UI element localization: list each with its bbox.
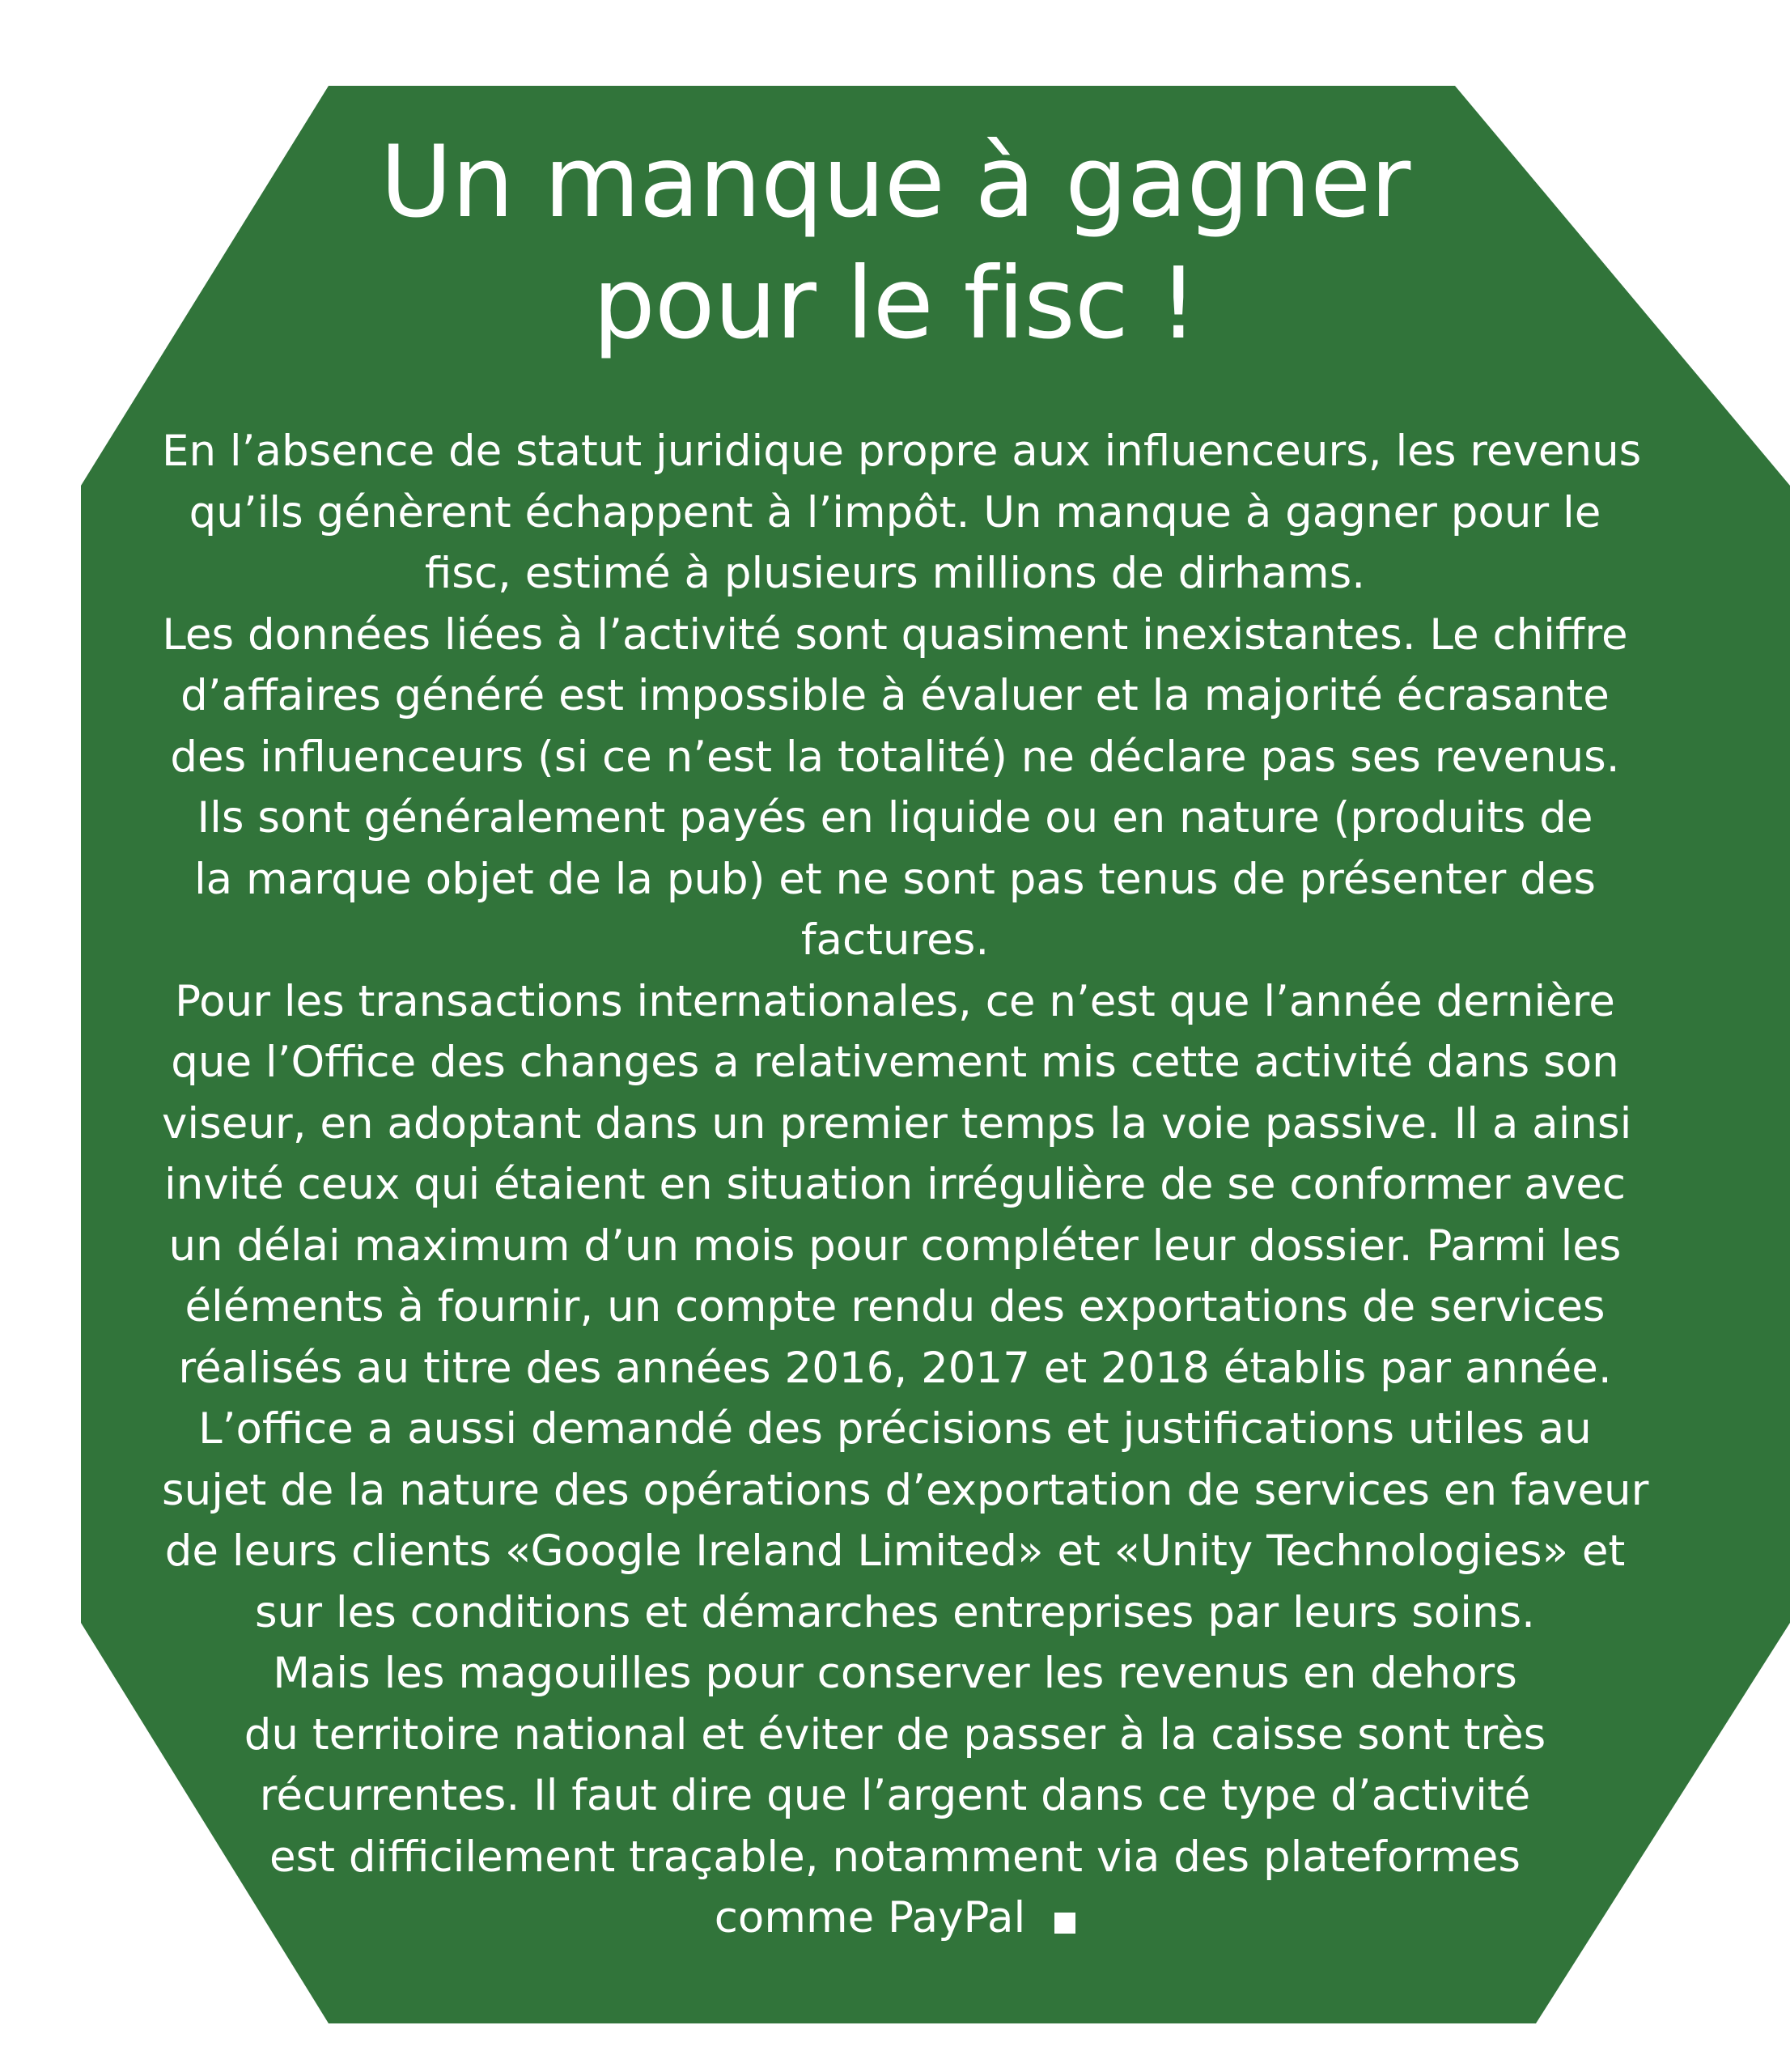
body-line: sur les conditions et démarches entreprises par leurs soins.: [255, 1587, 1535, 1637]
end-of-article-square-icon: [1054, 1913, 1075, 1934]
title-line: pour le fisc !: [592, 246, 1198, 361]
body-line: Les données liées à l’activité sont quasiment inexistantes. Le chiffre: [162, 609, 1628, 660]
article-box: [162, 121, 1649, 1949]
body-line: qu’ils génèrent échappent à l’impôt. Un manque à gagner pour le: [189, 487, 1601, 537]
body-line: un délai maximum d’un mois pour compléter leur dossier. Parmi les: [168, 1221, 1622, 1271]
body-line: d’affaires généré est impossible à évaluer et la majorité écrasante: [180, 671, 1610, 720]
body-line: sujet de la nature des opérations d’exportation de services en faveur: [162, 1465, 1649, 1515]
last-body-line: [162, 1887, 1628, 1949]
body-line: En l’absence de statut juridique propre aux influenceurs, les revenus: [162, 427, 1642, 476]
body-line: invité ceux qui étaient en situation irrégulière de se conformer avec: [164, 1160, 1626, 1209]
body-line: que l’Office des changes a relativement mis cette activité dans son: [171, 1038, 1619, 1087]
body-line: fisc, estimé à plusieurs millions de dirhams.: [424, 549, 1366, 598]
body-line: viseur, en adoptant dans un premier temps la voie passive. Il a ainsi: [162, 1098, 1632, 1149]
body-line: Pour les transactions internationales, ce n’est que l’année dernière: [175, 976, 1615, 1026]
body-line: réalisés au titre des années 2016, 2017 et 2018 établis par année.: [178, 1343, 1612, 1393]
body-line: L’office a aussi demandé des précisions et justifications utiles au: [198, 1404, 1592, 1454]
title-line: Un manque à gagner: [380, 125, 1410, 240]
body-line: éléments à fournir, un compte rendu des exportations de services: [185, 1282, 1605, 1331]
body-line: est difficilement traçable, notamment via des plateformes: [269, 1832, 1521, 1882]
body-line: de leurs clients «Google Ireland Limited» et «Unity Technologies» et: [164, 1526, 1626, 1576]
body-line: du territoire national et éviter de passer à la caisse sont très: [244, 1709, 1546, 1760]
article-title: [162, 121, 1628, 364]
body-line-text: comme PayPal: [714, 1893, 1026, 1942]
article-body: [162, 421, 1649, 1949]
body-line: factures.: [800, 915, 990, 965]
body-line: la marque objet de la pub) et ne sont pas tenus de présenter des: [193, 854, 1597, 904]
body-line: Mais les magouilles pour conserver les revenus en dehors: [273, 1649, 1517, 1698]
body-line: des influenceurs (si ce n’est la totalité) ne déclare pas ses revenus.: [170, 732, 1620, 782]
body-line: récurrentes. Il faut dire que l’argent dans ce type d’activité: [259, 1771, 1531, 1820]
body-line: Ils sont généralement payés en liquide ou en nature (produits de: [197, 793, 1593, 843]
